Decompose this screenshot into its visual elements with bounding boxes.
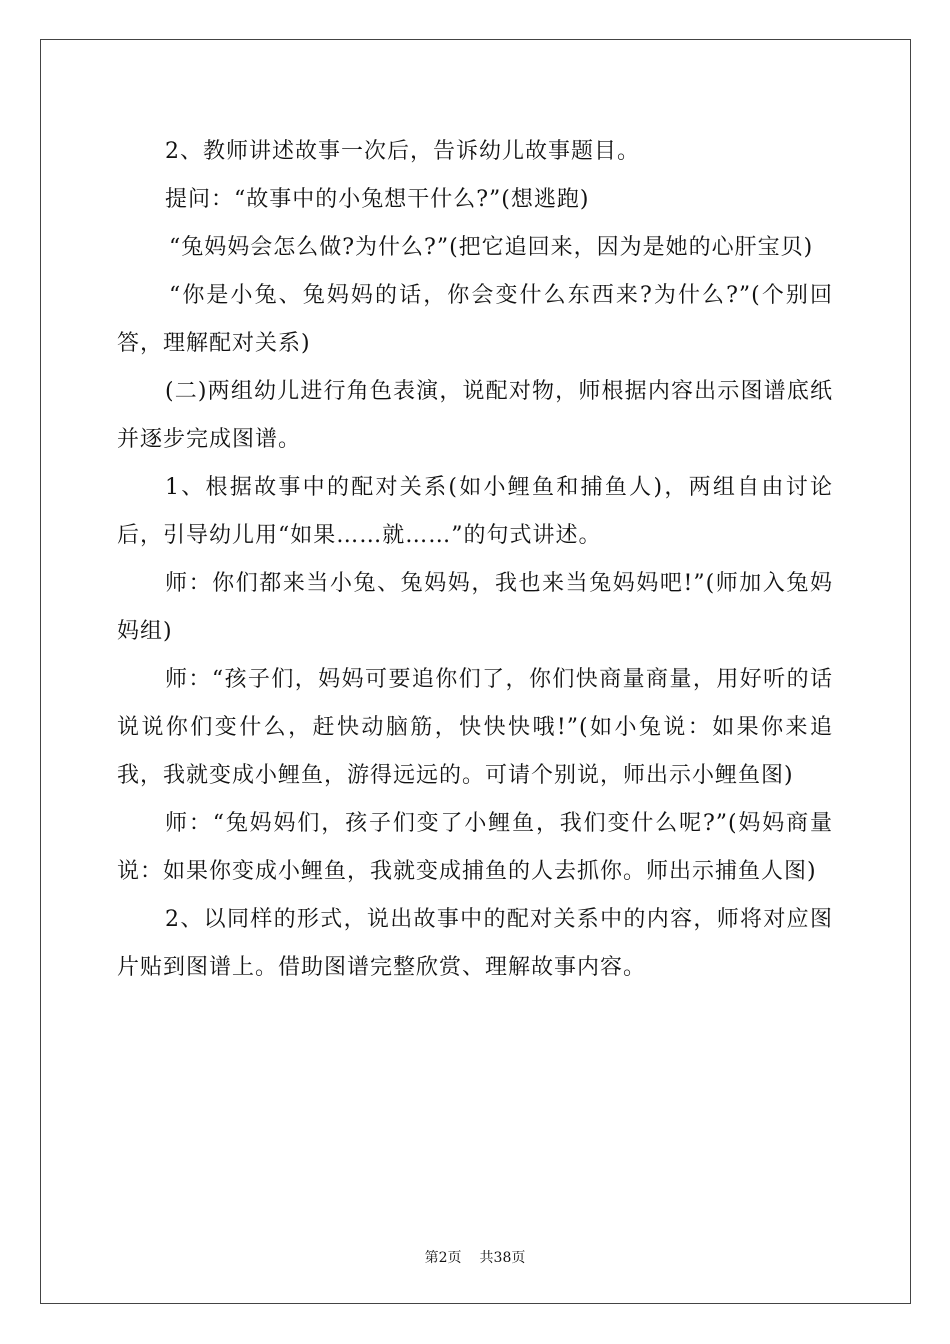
document-body: [117, 128, 833, 992]
paragraph: “你是小兔、兔妈妈的话，你会变什么东西来?为什么?”(个别回答，理解配对关系): [117, 283, 833, 356]
paragraph: 1、根据故事中的配对关系(如小鲤鱼和捕鱼人)，两组自由讨论后，引导幼儿用“如果……就……”的句式讲述。: [117, 475, 833, 548]
page-footer: [0, 1247, 950, 1267]
paragraph: “兔妈妈会怎么做?为什么?”(把它追回来，因为是她的心肝宝贝): [169, 235, 814, 260]
paragraph: (二)两组幼儿进行角色表演，说配对物，师根据内容出示图谱底纸并逐步完成图谱。: [117, 379, 833, 452]
paragraph: 师：你们都来当小兔、兔妈妈，我也来当兔妈妈吧!”(师加入兔妈妈组): [117, 571, 833, 644]
paragraph: 师：“兔妈妈们，孩子们变了小鲤鱼，我们变什么呢?”(妈妈商量说：如果你变成小鲤鱼，我就变成捕鱼的人去抓你。师出示捕鱼人图): [117, 811, 833, 884]
page-number: 第2页: [424, 1250, 462, 1266]
page-total: 共38页: [479, 1250, 526, 1266]
paragraph: 2、教师讲述故事一次后，告诉幼儿故事题目。: [165, 139, 640, 164]
paragraph: 2、以同样的形式，说出故事中的配对关系中的内容，师将对应图片贴到图谱上。借助图谱完整欣赏、理解故事内容。: [117, 907, 833, 980]
paragraph: 师：“孩子们，妈妈可要追你们了，你们快商量商量，用好听的话说说你们变什么，赶快动脑筋，快快快哦!”(如小兔说：如果你来追我，我就变成小鲤鱼，游得远远的。可请个别说，师出示小鲤鱼图): [117, 667, 833, 788]
paragraph: 提问：“故事中的小兔想干什么?”(想逃跑): [165, 187, 590, 212]
